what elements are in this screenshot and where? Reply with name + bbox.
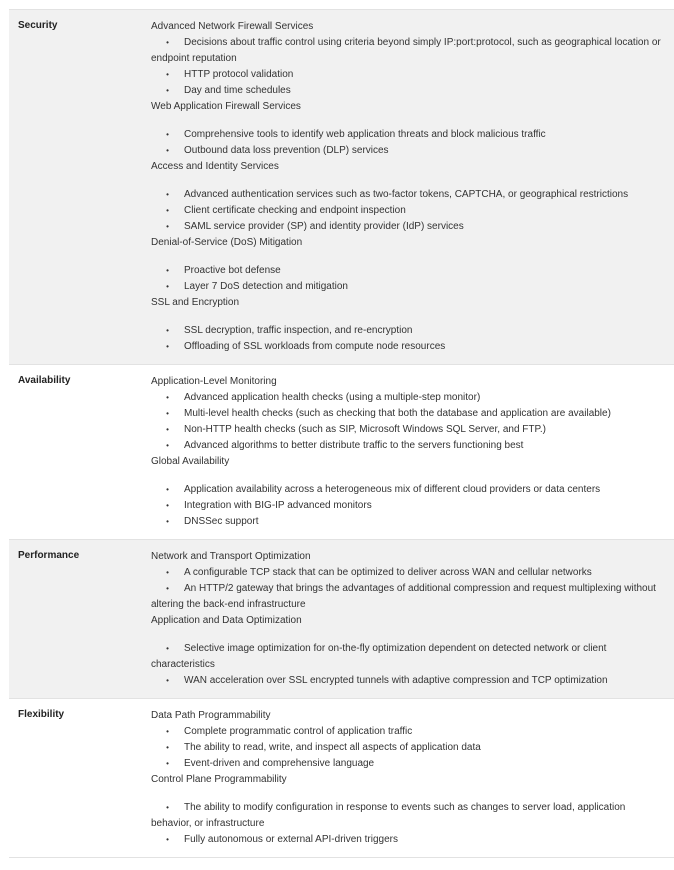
feature-item-text: Application availability across a heterogeneous mix of different cloud providers or data centers — [184, 484, 601, 495]
feature-list — [151, 390, 664, 454]
feature-group-title: Web Application Firewall Services — [151, 101, 301, 112]
bullet-icon: • — [166, 409, 169, 418]
feature-item — [151, 390, 664, 406]
feature-item — [151, 143, 664, 159]
feature-item-text: Multi-level health checks (such as checking that both the database and application are available) — [184, 408, 611, 419]
feature-item-text: HTTP protocol validation — [184, 69, 294, 80]
feature-item-text: Layer 7 DoS detection and mitigation — [184, 281, 348, 292]
bullet-icon: • — [166, 676, 169, 685]
feature-item-text: Offloading of SSL workloads from compute node resources — [184, 341, 446, 352]
feature-item-text: An HTTP/2 gateway that brings the advantages of additional compression and request multiplexing without altering the back-end infrastructure — [151, 583, 656, 610]
bullet-icon: • — [166, 743, 169, 752]
feature-item-text: SSL decryption, traffic inspection, and re-encryption — [184, 325, 413, 336]
feature-item-text: Outbound data loss prevention (DLP) services — [184, 145, 389, 156]
feature-item-text: Integration with BIG-IP advanced monitors — [184, 500, 372, 511]
feature-item — [151, 67, 664, 83]
feature-item-text: SAML service provider (SP) and identity provider (IdP) services — [184, 221, 464, 232]
feature-item — [151, 800, 664, 832]
feature-item-text: Decisions about traffic control using criteria beyond simply IP:port:protocol, such as geographical location or endpoint reputation — [151, 37, 661, 64]
category-content — [142, 699, 674, 857]
feature-item-text: The ability to read, write, and inspect all aspects of application data — [184, 742, 481, 753]
category-label: Flexibility — [18, 709, 65, 720]
bullet-icon: • — [166, 266, 169, 275]
feature-item — [151, 35, 664, 67]
bullet-icon: • — [166, 517, 169, 526]
bullet-icon: • — [166, 342, 169, 351]
feature-item — [151, 565, 664, 581]
feature-group-title: Control Plane Programmability — [151, 774, 287, 785]
category-label: Availability — [18, 375, 71, 386]
feature-item-text: WAN acceleration over SSL encrypted tunnels with adaptive compression and TCP optimization — [184, 675, 608, 686]
feature-item — [151, 339, 664, 355]
feature-item — [151, 127, 664, 143]
feature-item-text: A configurable TCP stack that can be optimized to deliver across WAN and cellular networks — [184, 567, 592, 578]
bullet-icon: • — [166, 70, 169, 79]
feature-item — [151, 641, 664, 673]
bullet-icon: • — [166, 568, 169, 577]
feature-list — [151, 323, 664, 355]
feature-list — [151, 187, 664, 235]
feature-list — [151, 263, 664, 295]
feature-item — [151, 581, 664, 613]
bullet-icon: • — [166, 38, 169, 47]
bullet-icon: • — [166, 803, 169, 812]
feature-item-text: Day and time schedules — [184, 85, 291, 96]
feature-row-security — [9, 10, 674, 365]
bullet-icon: • — [166, 441, 169, 450]
bullet-icon: • — [166, 282, 169, 291]
feature-list — [151, 800, 664, 848]
bullet-icon: • — [166, 222, 169, 231]
feature-item — [151, 406, 664, 422]
feature-item — [151, 832, 664, 848]
feature-item — [151, 438, 664, 454]
feature-list — [151, 35, 664, 99]
bullet-icon: • — [166, 86, 169, 95]
feature-item-text: Selective image optimization for on-the-fly optimization dependent on detected network or client characteristics — [151, 643, 607, 670]
bullet-icon: • — [166, 835, 169, 844]
feature-item-text: Comprehensive tools to identify web application threats and block malicious traffic — [184, 129, 546, 140]
feature-group-title: SSL and Encryption — [151, 297, 240, 308]
feature-item-text: Non-HTTP health checks (such as SIP, Microsoft Windows SQL Server, and FTP.) — [184, 424, 546, 435]
feature-item — [151, 279, 664, 295]
feature-item-text: Advanced algorithms to better distribute traffic to the servers functioning best — [184, 440, 524, 451]
feature-group-title: Access and Identity Services — [151, 161, 279, 172]
feature-item — [151, 740, 664, 756]
bullet-icon: • — [166, 759, 169, 768]
feature-group-title: Data Path Programmability — [151, 710, 271, 721]
category-content — [142, 365, 674, 539]
bullet-icon: • — [166, 644, 169, 653]
bullet-icon: • — [166, 190, 169, 199]
feature-list — [151, 641, 664, 689]
bullet-icon: • — [166, 425, 169, 434]
bullet-icon: • — [166, 727, 169, 736]
feature-item — [151, 219, 664, 235]
feature-group-title: Network and Transport Optimization — [151, 551, 311, 562]
bullet-icon: • — [166, 485, 169, 494]
feature-list — [151, 127, 664, 159]
feature-item-text: Complete programmatic control of application traffic — [184, 726, 413, 737]
bullet-icon: • — [166, 206, 169, 215]
feature-list — [151, 565, 664, 613]
feature-row-performance — [9, 540, 674, 699]
feature-item — [151, 187, 664, 203]
feature-group-title: Denial-of-Service (DoS) Mitigation — [151, 237, 303, 248]
feature-row-availability — [9, 365, 674, 540]
feature-item — [151, 203, 664, 219]
feature-row-flexibility — [9, 699, 674, 858]
feature-item — [151, 323, 664, 339]
feature-item-text: Proactive bot defense — [184, 265, 281, 276]
feature-item-text: Advanced application health checks (using a multiple-step monitor) — [184, 392, 481, 403]
bullet-icon: • — [166, 326, 169, 335]
category-label: Performance — [18, 550, 80, 561]
feature-list — [151, 724, 664, 772]
feature-item-text: Event-driven and comprehensive language — [184, 758, 375, 769]
feature-item — [151, 673, 664, 689]
feature-table — [9, 9, 674, 858]
bullet-icon: • — [166, 393, 169, 402]
bullet-icon: • — [166, 146, 169, 155]
feature-group-title: Application-Level Monitoring — [151, 376, 277, 387]
feature-item — [151, 724, 664, 740]
feature-item — [151, 482, 664, 498]
feature-group-title: Advanced Network Firewall Services — [151, 21, 314, 32]
feature-group-title: Global Availability — [151, 456, 230, 467]
bullet-icon: • — [166, 130, 169, 139]
category-label: Security — [18, 20, 58, 31]
feature-item — [151, 756, 664, 772]
feature-item-text: Client certificate checking and endpoint inspection — [184, 205, 406, 216]
feature-item-text: The ability to modify configuration in response to events such as changes to server load, application behavior, or infrastructure — [151, 802, 626, 829]
feature-item — [151, 498, 664, 514]
feature-list — [151, 482, 664, 530]
feature-item — [151, 422, 664, 438]
bullet-icon: • — [166, 584, 169, 593]
feature-item-text: Fully autonomous or external API-driven triggers — [184, 834, 398, 845]
feature-item — [151, 83, 664, 99]
feature-item — [151, 514, 664, 530]
bullet-icon: • — [166, 501, 169, 510]
feature-item-text: DNSSec support — [184, 516, 259, 527]
feature-group-title: Application and Data Optimization — [151, 615, 302, 626]
category-content — [142, 540, 674, 698]
feature-item — [151, 263, 664, 279]
category-content — [142, 10, 674, 364]
feature-item-text: Advanced authentication services such as two-factor tokens, CAPTCHA, or geographical restrictions — [184, 189, 629, 200]
